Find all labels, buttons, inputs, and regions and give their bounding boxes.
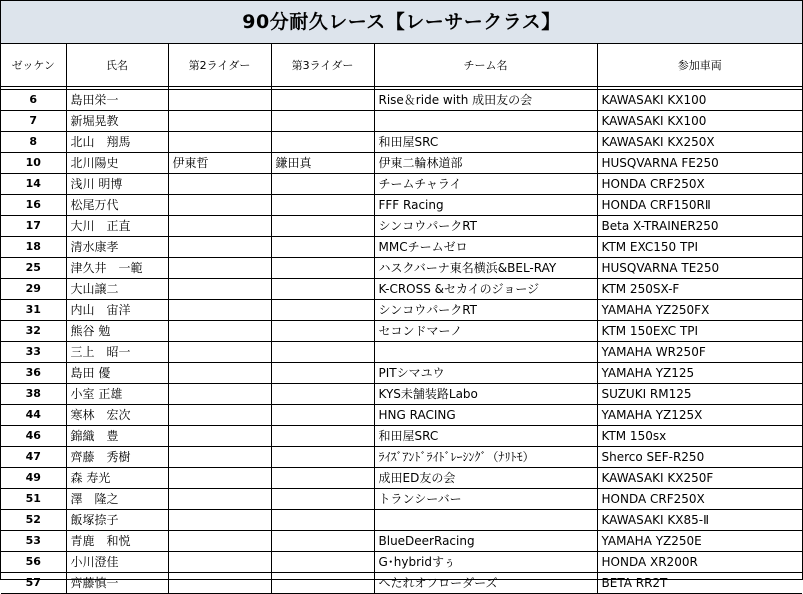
rider3-cell <box>271 510 374 531</box>
team-cell: MMCチームゼロ <box>374 237 597 258</box>
rider3-cell <box>271 405 374 426</box>
name-cell: 青鹿 和悦 <box>66 531 168 552</box>
zekken-cell: 36 <box>1 363 66 384</box>
vehicle-cell: HONDA CRF150RⅡ <box>597 195 802 216</box>
zekken-cell: 47 <box>1 447 66 468</box>
name-cell: 齊藤慎一 <box>66 573 168 594</box>
name-cell: 寒林 宏次 <box>66 405 168 426</box>
vehicle-cell: Beta X-TRAINER250 <box>597 216 802 237</box>
header-name: 氏名 <box>66 44 168 87</box>
rider3-cell <box>271 237 374 258</box>
table-row <box>1 216 802 237</box>
sheet-title: 90分耐久レース【レーサークラス】 <box>1 1 802 44</box>
team-cell: シンコウパークRT <box>374 216 597 237</box>
team-cell: K-CROSS &セカイのジョージ <box>374 279 597 300</box>
name-cell: 飯塚捺子 <box>66 510 168 531</box>
zekken-cell: 57 <box>1 573 66 594</box>
rider3-cell <box>271 531 374 552</box>
zekken-cell: 33 <box>1 342 66 363</box>
zekken-cell: 32 <box>1 321 66 342</box>
rider2-cell <box>168 468 271 489</box>
zekken-cell: 29 <box>1 279 66 300</box>
zekken-cell: 6 <box>1 90 66 111</box>
rider2-cell <box>168 300 271 321</box>
vehicle-cell: YAMAHA YZ250FX <box>597 300 802 321</box>
rider3-cell <box>271 384 374 405</box>
rider2-cell <box>168 90 271 111</box>
vehicle-cell: KTM EXC150 TPI <box>597 237 802 258</box>
vehicle-cell: YAMAHA YZ125 <box>597 363 802 384</box>
name-cell: 北山 翔馬 <box>66 132 168 153</box>
header-rider3: 第3ライダー <box>271 44 374 87</box>
rider3-cell <box>271 279 374 300</box>
header-vehicle: 参加車両 <box>597 44 802 87</box>
name-cell: 小川澄佳 <box>66 552 168 573</box>
rider2-cell <box>168 489 271 510</box>
zekken-cell: 8 <box>1 132 66 153</box>
team-cell: Rise＆ride with 成田友の会 <box>374 90 597 111</box>
table-row <box>1 342 802 363</box>
table-row <box>1 132 802 153</box>
rider2-cell: 伊東哲 <box>168 153 271 174</box>
name-cell: 津久井 一範 <box>66 258 168 279</box>
table-row <box>1 447 802 468</box>
rider2-cell <box>168 237 271 258</box>
rider3-cell <box>271 552 374 573</box>
team-cell: 和田屋SRC <box>374 426 597 447</box>
rider2-cell <box>168 216 271 237</box>
rider3-cell <box>271 321 374 342</box>
rider2-cell <box>168 510 271 531</box>
rider3-cell <box>271 132 374 153</box>
vehicle-cell: Sherco SEF-R250 <box>597 447 802 468</box>
team-cell: KYS未舗装路Labo <box>374 384 597 405</box>
rider3-cell <box>271 195 374 216</box>
table-row <box>1 279 802 300</box>
team-cell: 伊東二輪林道部 <box>374 153 597 174</box>
name-cell: 森 寿光 <box>66 468 168 489</box>
table-row <box>1 405 802 426</box>
name-cell: 小室 正雄 <box>66 384 168 405</box>
vehicle-cell: HONDA XR200R <box>597 552 802 573</box>
zekken-cell: 49 <box>1 468 66 489</box>
vehicle-cell: YAMAHA YZ125X <box>597 405 802 426</box>
vehicle-cell: BETA RR2T <box>597 573 802 594</box>
table-body <box>1 87 802 594</box>
rider2-cell <box>168 426 271 447</box>
table-row <box>1 321 802 342</box>
table-row <box>1 363 802 384</box>
vehicle-cell: SUZUKI RM125 <box>597 384 802 405</box>
zekken-cell: 16 <box>1 195 66 216</box>
rider2-cell <box>168 573 271 594</box>
table-row <box>1 489 802 510</box>
rider2-cell <box>168 405 271 426</box>
name-cell: 齊藤 秀樹 <box>66 447 168 468</box>
table-row <box>1 384 802 405</box>
team-cell: G･hybridすぅ <box>374 552 597 573</box>
vehicle-cell: KAWASAKI KX85-Ⅱ <box>597 510 802 531</box>
vehicle-cell: HONDA CRF250X <box>597 174 802 195</box>
vehicle-cell: KTM 150sx <box>597 426 802 447</box>
rider2-cell <box>168 363 271 384</box>
vehicle-cell: YAMAHA WR250F <box>597 342 802 363</box>
zekken-cell: 17 <box>1 216 66 237</box>
rider3-cell <box>271 300 374 321</box>
rider2-cell <box>168 279 271 300</box>
header-team: チーム名 <box>374 44 597 87</box>
table-row <box>1 468 802 489</box>
vehicle-cell: YAMAHA YZ250E <box>597 531 802 552</box>
zekken-cell: 10 <box>1 153 66 174</box>
name-cell: 大山譲二 <box>66 279 168 300</box>
rider2-cell <box>168 531 271 552</box>
team-cell: へたれオフローダーズ <box>374 573 597 594</box>
team-cell: FFF Racing <box>374 195 597 216</box>
rider3-cell <box>271 468 374 489</box>
table-row <box>1 531 802 552</box>
team-cell: 和田屋SRC <box>374 132 597 153</box>
zekken-cell: 38 <box>1 384 66 405</box>
table-row <box>1 174 802 195</box>
rider3-cell <box>271 174 374 195</box>
rider2-cell <box>168 447 271 468</box>
zekken-cell: 25 <box>1 258 66 279</box>
rider3-cell <box>271 258 374 279</box>
zekken-cell: 31 <box>1 300 66 321</box>
name-cell: 島田栄一 <box>66 90 168 111</box>
table-row <box>1 258 802 279</box>
rider3-cell <box>271 342 374 363</box>
zekken-cell: 7 <box>1 111 66 132</box>
vehicle-cell: KAWASAKI KX100 <box>597 90 802 111</box>
name-cell: 熊谷 勉 <box>66 321 168 342</box>
name-cell: 大川 正直 <box>66 216 168 237</box>
rider2-cell <box>168 195 271 216</box>
zekken-cell: 46 <box>1 426 66 447</box>
name-cell: 錦織 豊 <box>66 426 168 447</box>
table-row <box>1 300 802 321</box>
team-cell: ハスクバーナ東名横浜&BEL-RAY <box>374 258 597 279</box>
zekken-cell: 18 <box>1 237 66 258</box>
header-row <box>1 44 802 87</box>
zekken-cell: 56 <box>1 552 66 573</box>
team-cell: セコンドマーノ <box>374 321 597 342</box>
rider3-cell <box>271 489 374 510</box>
rider2-cell <box>168 174 271 195</box>
name-cell: 清水康孝 <box>66 237 168 258</box>
header-rider2: 第2ライダー <box>168 44 271 87</box>
name-cell: 島田 優 <box>66 363 168 384</box>
zekken-cell: 52 <box>1 510 66 531</box>
table-row <box>1 510 802 531</box>
rider3-cell <box>271 447 374 468</box>
rider2-cell <box>168 321 271 342</box>
vehicle-cell: KAWASAKI KX100 <box>597 111 802 132</box>
table-row <box>1 111 802 132</box>
rider2-cell <box>168 552 271 573</box>
name-cell: 三上 昭一 <box>66 342 168 363</box>
rider3-cell <box>271 426 374 447</box>
name-cell: 新堀晃教 <box>66 111 168 132</box>
vehicle-cell: HUSQVARNA FE250 <box>597 153 802 174</box>
team-cell: 成田ED友の会 <box>374 468 597 489</box>
zekken-cell: 44 <box>1 405 66 426</box>
table-row <box>1 195 802 216</box>
name-cell: 北川陽史 <box>66 153 168 174</box>
name-cell: 浅川 明博 <box>66 174 168 195</box>
zekken-cell: 14 <box>1 174 66 195</box>
rider3-cell <box>271 216 374 237</box>
rider2-cell <box>168 111 271 132</box>
vehicle-cell: HONDA CRF250X <box>597 489 802 510</box>
rider2-cell <box>168 342 271 363</box>
vehicle-cell: KAWASAKI KX250X <box>597 132 802 153</box>
zekken-cell: 53 <box>1 531 66 552</box>
team-cell <box>374 342 597 363</box>
team-cell: トランシーバー <box>374 489 597 510</box>
rider2-cell <box>168 258 271 279</box>
rider3-cell: 鎌田真 <box>271 153 374 174</box>
header-zekken: ゼッケン <box>1 44 66 87</box>
team-cell: シンコウパークRT <box>374 300 597 321</box>
vehicle-cell: KTM 250SX-F <box>597 279 802 300</box>
name-cell: 内山 宙洋 <box>66 300 168 321</box>
name-cell: 澤 隆之 <box>66 489 168 510</box>
team-cell: ﾗｲｽﾞｱﾝﾄﾞﾗｲﾄﾞﾚｰｼﾝｸﾞ（ﾅﾘﾄﾓ） <box>374 447 597 468</box>
table-row <box>1 90 802 111</box>
table-row <box>1 573 802 594</box>
table-row <box>1 237 802 258</box>
table-row <box>1 552 802 573</box>
team-cell <box>374 510 597 531</box>
rider2-cell <box>168 132 271 153</box>
vehicle-cell: HUSQVARNA TE250 <box>597 258 802 279</box>
vehicle-cell: KTM 150EXC TPI <box>597 321 802 342</box>
rider3-cell <box>271 363 374 384</box>
rider2-cell <box>168 384 271 405</box>
team-cell <box>374 111 597 132</box>
team-cell: HNG RACING <box>374 405 597 426</box>
entry-table <box>1 44 802 594</box>
table-row <box>1 153 802 174</box>
zekken-cell: 51 <box>1 489 66 510</box>
name-cell: 松尾万代 <box>66 195 168 216</box>
team-cell: チームチャライ <box>374 174 597 195</box>
team-cell: BlueDeerRacing <box>374 531 597 552</box>
rider3-cell <box>271 111 374 132</box>
rider3-cell <box>271 90 374 111</box>
rider3-cell <box>271 573 374 594</box>
table-row <box>1 426 802 447</box>
team-cell: PITシマユウ <box>374 363 597 384</box>
vehicle-cell: KAWASAKI KX250F <box>597 468 802 489</box>
